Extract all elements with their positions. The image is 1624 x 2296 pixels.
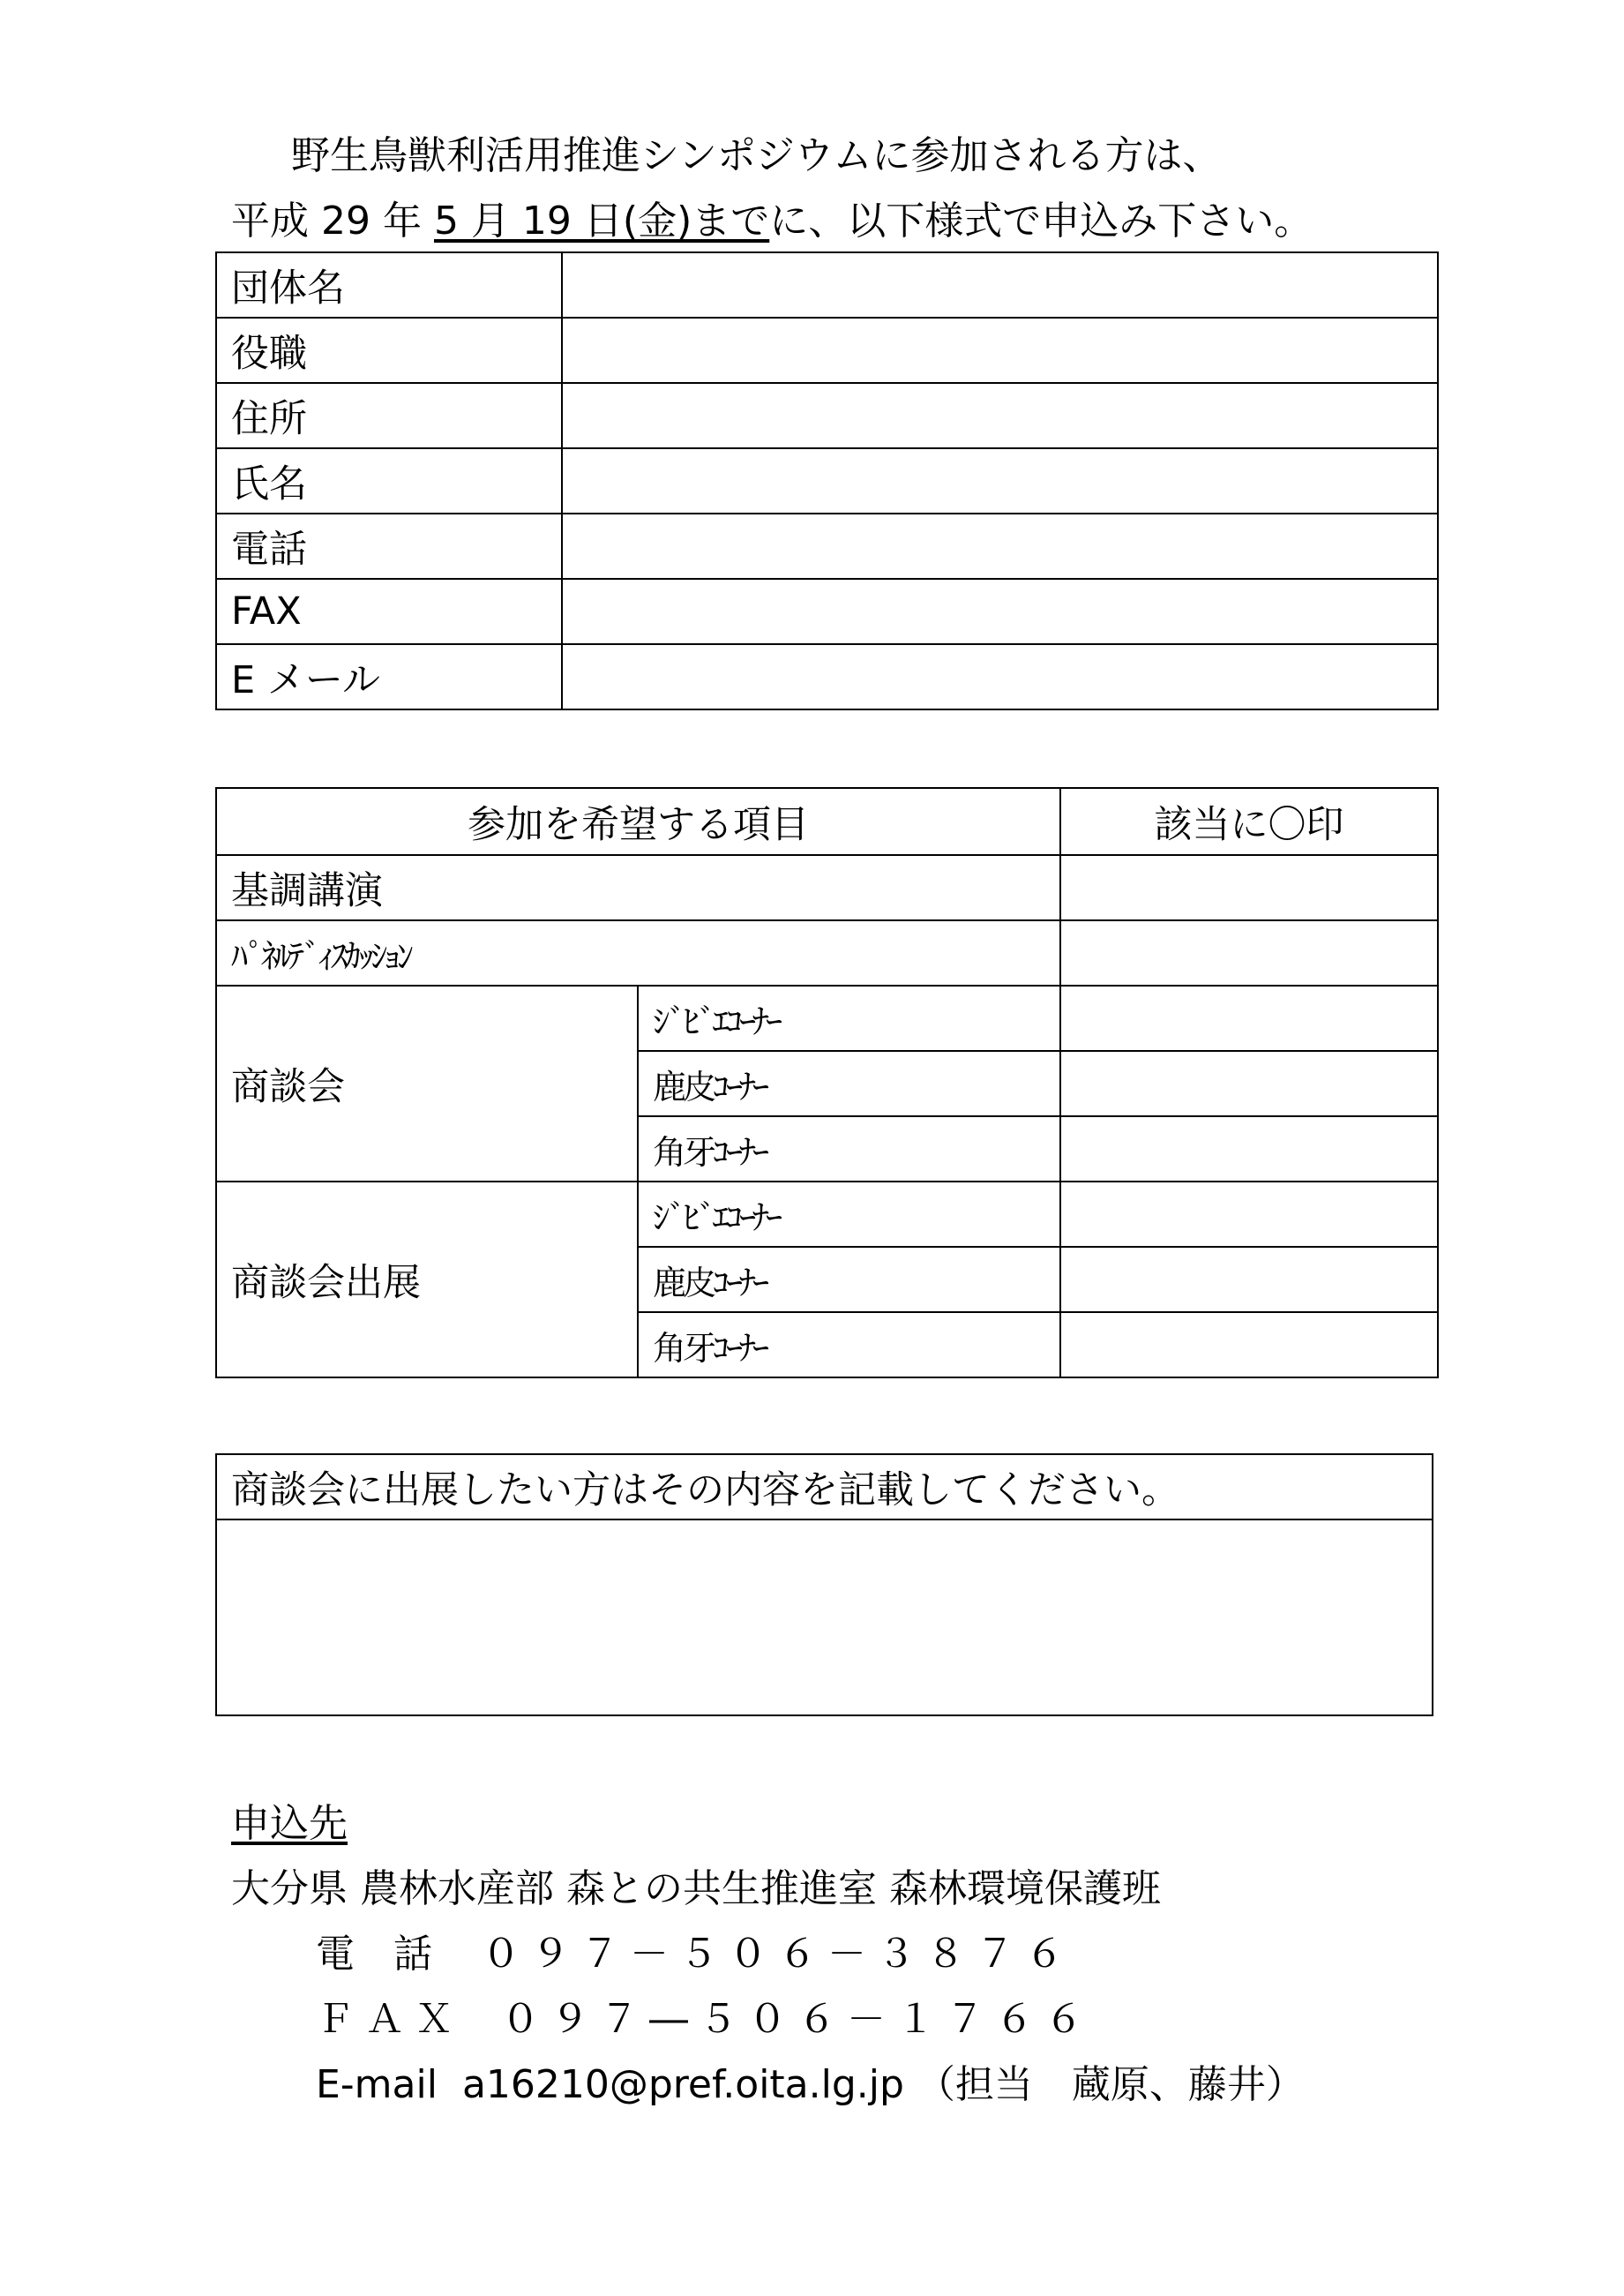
contact-tel-line	[231, 1922, 1466, 1987]
info-value[interactable]	[562, 514, 1438, 579]
exhibit-note-table	[215, 1453, 1433, 1716]
corner-label: 鹿皮ｺｰﾅｰ	[638, 1247, 1060, 1312]
intro-line-2	[231, 189, 1431, 254]
group-label: 商談会出展	[216, 1182, 638, 1377]
info-row	[216, 514, 1438, 579]
email-address[interactable]: a16210@pref.oita.lg.jp	[461, 2062, 904, 2107]
fax-number: ０９７―５０６－１７６６	[500, 1997, 1094, 2042]
panel-label: ﾊﾟﾈﾙﾃﾞｨｽｶｯｼｮﾝ	[216, 920, 1060, 986]
info-label: 役職	[216, 318, 562, 383]
corner-label: ｼﾞﾋﾞｴｺｰﾅｰ	[638, 1182, 1060, 1247]
info-row	[216, 644, 1438, 709]
info-row	[216, 448, 1438, 514]
info-label: FAX	[216, 579, 562, 644]
intro-suffix: に、以下様式で申込み下さい。	[769, 199, 1313, 244]
corner-label: 角牙ｺｰﾅｰ	[638, 1312, 1060, 1377]
table-row	[216, 986, 1438, 1051]
corner-label: 角牙ｺｰﾅｰ	[638, 1116, 1060, 1182]
info-value[interactable]	[562, 252, 1438, 318]
table-row	[216, 855, 1438, 920]
note-body-row	[216, 1519, 1433, 1715]
info-label: 住所	[216, 383, 562, 448]
note-header: 商談会に出展したい方はその内容を記載してください。	[216, 1454, 1433, 1519]
participation-table	[215, 787, 1439, 1378]
info-label: 団体名	[216, 252, 562, 318]
participation-header-row	[216, 788, 1438, 855]
corner-label: 鹿皮ｺｰﾅｰ	[638, 1051, 1060, 1116]
header-item: 参加を希望する項目	[216, 788, 1060, 855]
contact-email-line	[231, 2052, 1466, 2118]
mark-cell[interactable]	[1060, 1247, 1438, 1312]
tel-number: ０９７－５０６－３８７６	[481, 1932, 1074, 1977]
info-row	[216, 318, 1438, 383]
mark-cell[interactable]	[1060, 1116, 1438, 1182]
keynote-label: 基調講演	[216, 855, 1060, 920]
info-label: E メール	[216, 644, 562, 709]
mark-cell[interactable]	[1060, 920, 1438, 986]
group-label: 商談会	[216, 986, 638, 1182]
table-row	[216, 1182, 1438, 1247]
deadline-date: 5 月 19 日(金)まで	[433, 199, 770, 244]
mark-cell[interactable]	[1060, 1312, 1438, 1377]
mark-cell[interactable]	[1060, 1051, 1438, 1116]
tel-label: 電 話	[316, 1932, 432, 1977]
intro	[231, 124, 1431, 254]
mark-cell[interactable]	[1060, 986, 1438, 1051]
note-header-row	[216, 1454, 1433, 1519]
contact-fax-line	[231, 1987, 1466, 2052]
email-label: E-mail	[316, 2062, 438, 2107]
corner-label: ｼﾞﾋﾞｴｺｰﾅｰ	[638, 986, 1060, 1051]
contact-title: 申込先	[231, 1801, 348, 1846]
staff-names: （担当 蔵原、藤井）	[916, 2062, 1305, 2107]
info-label: 電話	[216, 514, 562, 579]
info-value[interactable]	[562, 383, 1438, 448]
info-value[interactable]	[562, 318, 1438, 383]
info-label: 氏名	[216, 448, 562, 514]
info-value[interactable]	[562, 579, 1438, 644]
mark-cell[interactable]	[1060, 855, 1438, 920]
fax-label: ＦＡＸ	[316, 1997, 464, 2042]
info-value[interactable]	[562, 644, 1438, 709]
intro-prefix: 平成 29 年	[231, 199, 422, 244]
applicant-info-table	[215, 251, 1439, 710]
header-mark: 該当に〇印	[1060, 788, 1438, 855]
contact-block	[231, 1791, 1466, 2118]
note-body-field[interactable]	[216, 1519, 1433, 1715]
contact-org: 大分県 農林水産部 森との共生推進室 森林環境保護班	[231, 1866, 1161, 1911]
info-row	[216, 252, 1438, 318]
info-row	[216, 579, 1438, 644]
table-row	[216, 920, 1438, 986]
mark-cell[interactable]	[1060, 1182, 1438, 1247]
info-row	[216, 383, 1438, 448]
intro-line-1: 野生鳥獣利活用推進シンポジウムに参加される方は、	[291, 133, 1222, 178]
info-value[interactable]	[562, 448, 1438, 514]
